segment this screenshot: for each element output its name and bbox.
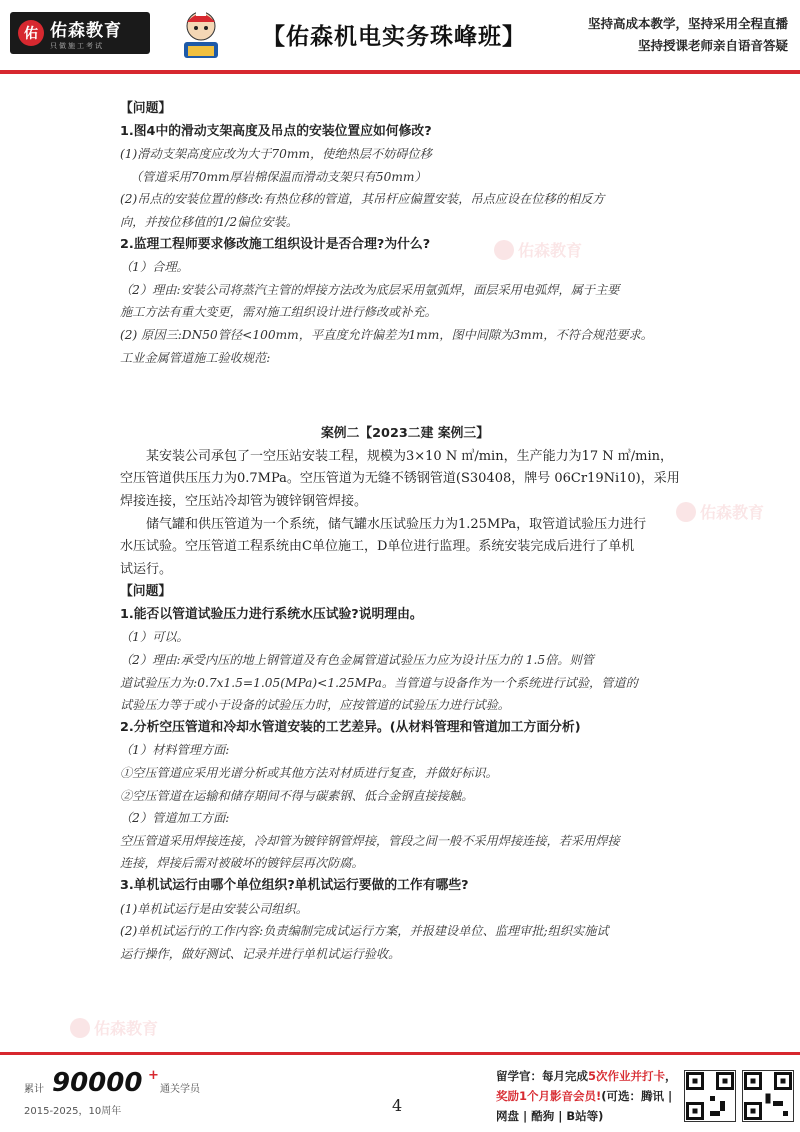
text-line: 2.分析空压管道和冷却水管道安装的工艺差异。(从材料管理和管道加工方面分析) [120,719,581,735]
text-line: 储气罐和供压管道为一个系统，储气罐水压试验压力为1.25MPa，取管道试验压力进行 [146,516,647,532]
promo-line-2: 奖励1个月影音会员!(可选：腾讯 | [496,1089,673,1103]
text-line: (2) 原因三:DN50管径<100mm，平直度允许偏差为1mm，图中间隙为3mm，不符合规范要求。 [120,327,653,342]
banner-title: 【佑森机电实务珠峰班】 [262,24,526,50]
text-line: （2）理由:承受内压的地上钢管道及有色金属管道试验压力应为设计压力的 1.5倍。则管 [120,653,594,668]
text-line: （1）材料管理方面: [120,743,230,758]
text-line: 运行操作，做好测试、记录并进行单机试运行验收。 [120,946,401,961]
text-line: 道试验压力为:0.7x1.5=1.05(MPa)<1.25MPa。当管道与设备作为一个系统进行试验，管道的 [120,675,638,690]
page-header [0,0,800,80]
text-line: 某安装公司承包了一空压站安装工程，规模为3×10 N ㎥/min，生产能力为17 N ㎥/min， [146,448,674,464]
promo-line-3: 网盘 | 酷狗 | B站等) [496,1109,604,1123]
text-line: 施工方法有重大变更，需对施工组织设计进行修改或补充。 [120,305,437,320]
qr-code-icon[interactable] [684,1070,736,1122]
text-line: （管道采用70mm厚岩棉保温而滑动支架只有50mm） [130,169,427,184]
text-line: 3.单机试运行由哪个单位组织?单机试运行要做的工作有哪些? [120,878,469,893]
page-number: 4 [392,1096,403,1115]
text-line: 空压管道采用焊接连接，冷却管为镀锌钢管焊接，管段之间一般不采用焊接连接，若采用焊接 [120,833,620,848]
text-line: 空压管道供压压力为0.7MPa。空压管道为无缝不锈钢管道(S30408，牌号 06Cr19Ni10)，采用 [120,471,680,487]
logo-emblem-icon: 佑 [18,20,44,46]
text-line: （1）合理。 [120,260,189,275]
brand-logo [10,12,150,54]
text-line: 2.监理工程师要求修改施工组织设计是否合理?为什么? [120,236,431,252]
text-line: 试运行。 [120,561,173,577]
qr-code-icon[interactable] [742,1070,794,1122]
text-line: ①空压管道应采用光谱分析或其他方法对材质进行复查，并做好标识。 [120,766,498,781]
text-line: 向，并按位移值的1/2偏位安装。 [120,214,299,229]
spacer [120,369,690,423]
plus-sign: + [148,1068,159,1083]
page-footer [0,1058,800,1132]
text-line: (2)单机试运行的工作内容:负责编制完成试运行方案，并报建设单位、监理审批;组织实施试 [120,924,609,939]
text-line: （2）管道加工方面: [120,811,230,826]
text-line: (1)单机试运行是由安装公司组织。 [120,901,308,916]
text-line: 【问题】 [120,101,172,116]
watermark-logo-icon [70,1018,90,1038]
watermark: 佑森教育 [70,1016,158,1039]
text-line: 工业金属管道施工验收规范: [120,350,271,365]
graduates-label: 通关学员 [160,1084,200,1095]
text-line: 连接，焊接后需对被破坏的镀锌层再次防腐。 [120,856,364,871]
mascot-icon [172,6,230,64]
text-line: 【问题】 [120,584,172,600]
promo-line-1: 留学官：每月完成5次作业并打卡， [496,1069,677,1083]
slogan-line-2: 坚持授课老师亲自语音答疑 [637,38,788,53]
text-line: 1.图4中的滑动支架高度及吊点的安装位置应如何修改? [120,123,432,139]
text-line: (1)滑动支架高度应改为大于70mm，使绝热层不妨碍位移 [120,147,432,162]
text-line: (2)吊点的安装位置的修改:有热位移的管道，其吊杆应偏置安装，吊点应设在位移的相反方 [120,192,605,207]
slogan-line-1: 坚持高成本教学，坚持采用全程直播 [587,16,788,31]
text-line: 案例二【2023二建 案例三】 [320,426,490,442]
text-line: （1）可以。 [120,630,189,645]
watermark: 佑森教育 [494,238,582,261]
footer-divider [0,1052,800,1055]
document-body [120,98,690,965]
cumulative-count: 90000 [52,1068,143,1098]
text-line: （2）理由:安装公司将蒸汽主管的焊接方法改为底层采用氩弧焊，面层采用电弧焊，属于主要 [120,282,620,297]
text-line: ②空压管道在运输和储存期间不得与碳素钢、低合金钢直接接触。 [120,788,474,803]
header-divider [0,70,800,74]
text-line: 水压试验。空压管道工程系统由C单位施工，D单位进行监理。系统安装完成后进行了单机 [120,539,635,555]
cumulative-label: 累计 [24,1084,44,1095]
logo-tagline: 只做施工考试 [50,41,104,50]
anniversary-years: 2015-2025，10周年 [24,1106,122,1117]
watermark: 佑森教育 [676,500,764,523]
text-line: 试验压力等于或小于设备的试验压力时，应按管道的试验压力进行试验。 [120,698,510,713]
text-line: 1.能否以管道试验压力进行系统水压试验?说明理由。 [120,606,423,622]
logo-name: 佑森教育 [50,20,122,41]
text-line: 焊接连接，空压站冷却管为镀锌钢管焊接。 [120,493,368,509]
